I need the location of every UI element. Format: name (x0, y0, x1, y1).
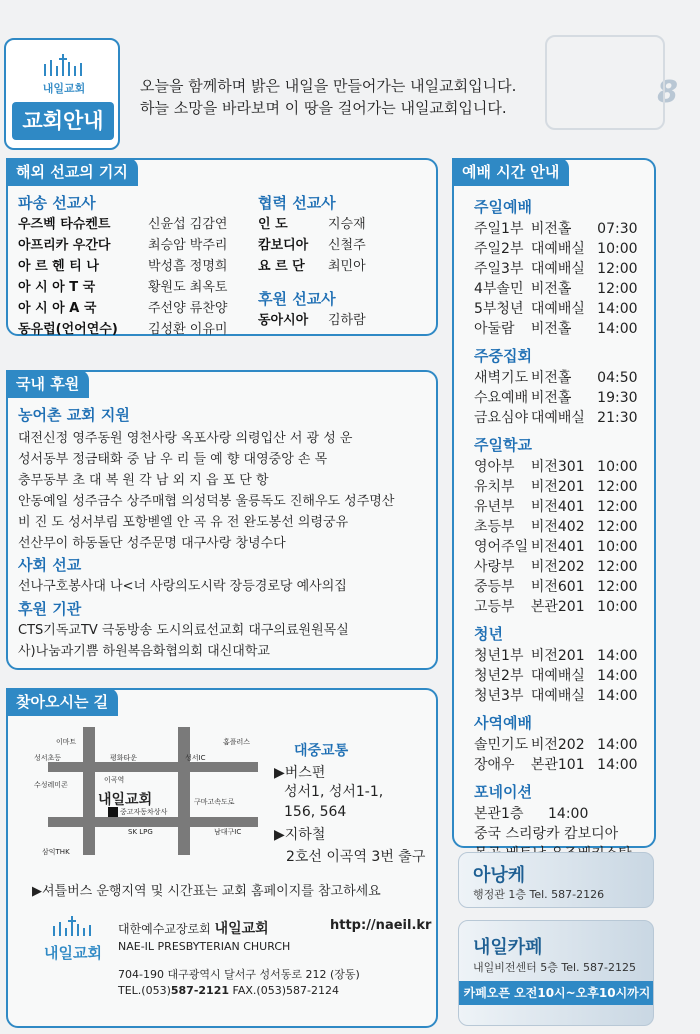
ministry-schedule: 솔민기도 비전202 14:00 장애우 본관101 14:00 (474, 737, 638, 773)
map-label-igokyeok: 이곡역 (104, 776, 125, 784)
footer-church-name: 내일교회 (214, 921, 269, 937)
bus-routes: 성서1, 성서1-1, 156, 564 (284, 784, 384, 820)
schedule-box (452, 158, 656, 848)
subway-label: ▶지하철 (274, 827, 326, 843)
transport-heading: 대중교통 (294, 743, 349, 759)
footer-logo (42, 914, 104, 963)
missions-title: 해외 선교의 기지 (6, 158, 138, 186)
map-label-emart: 이마트 (56, 738, 77, 746)
page-number: 8 (657, 75, 678, 110)
anangke-title: 아낭케 (473, 865, 526, 886)
footer-denomination: 대한예수교장로회 내일교회 (118, 921, 269, 937)
cafe-card (458, 920, 654, 1026)
sent-missionaries-heading: 파송 선교사 (18, 194, 96, 212)
church-logo-icon (39, 52, 89, 78)
domestic-box (6, 370, 438, 670)
sunday-school-schedule: 영아부 비전301 10:00 유치부 비전201 12:00 유년부 비전401 12:00 초등부 비전402 12:00 영어주일 비전401 10:00 사랑부 비전202 12:00 중등부 비전601 12:00 고등부 본관201 10:00 (474, 459, 638, 615)
map-label-junggo: 중고자동차상사 (120, 808, 168, 816)
sent-missionaries-list: 우즈벡 타슈켄트 신윤섭 김감연 아프리카 우간다 최승암 박주리 아 르 헨 티 나 박성흠 정명희 아 시 아 T 국 황원도 최옥토 아 시 아 A 국 주선양 류찬양 동유럽(언어연수) 김성환 이유미 (18, 217, 228, 337)
footer-phone: TEL.(053)587-2121 FAX.(053)587-2124 (118, 984, 339, 997)
map-label-pyeonghwa: 평화타운 (110, 754, 138, 762)
header-logo-box (4, 38, 120, 150)
coop-missionaries-heading: 협력 선교사 (258, 194, 336, 212)
map-label-gumi: 구마고속도로 (194, 798, 235, 806)
footer-url[interactable]: http://naeil.kr (330, 918, 432, 933)
map-label-suseong: 수성레미콘 (34, 781, 68, 789)
map-label-church: 내일교회 (98, 792, 153, 808)
map-label-sklpg: SK LPG (128, 828, 153, 836)
fornation-schedule: 본관1층 14:00 중국 스리랑카 캄보디아 (474, 806, 619, 842)
section-heading-weekday: 주중집회 (474, 347, 532, 365)
support-missionaries-heading: 후원 선교사 (258, 290, 336, 308)
header-title: 교회안내 (12, 102, 114, 140)
youth-schedule: 청년1부 비전201 14:00 청년2부 대예배실 14:00 청년3부 대예배실 14:00 (474, 648, 638, 704)
missions-box (6, 158, 438, 336)
church-logo-icon (48, 914, 98, 938)
cafe-info: 내일비전센터 5층 Tel. 587-2125 (473, 961, 636, 974)
directions-title: 찾아오시는 길 (6, 688, 118, 716)
sunday-schedule: 주일1부 비전홀 07:30 주일2부 대예배실 10:00 주일3부 대예배실 12:00 4부솔민 비전홀 12:00 5부청년 대예배실 14:00 아둘람 비전홀 14:00 (474, 221, 638, 337)
logo-text: 내일교회 (42, 82, 86, 95)
rural-churches-heading: 농어촌 교회 지원 (18, 406, 130, 424)
anangke-info: 행정관 1층 Tel. 587-2126 (473, 888, 605, 901)
cafe-hours: 카페오픈 오전10시~오후10시까지 (459, 981, 654, 1005)
social-mission-heading: 사회 선교 (18, 556, 82, 574)
footer-logo-text: 내일교회 (44, 944, 102, 962)
map-label-homeplus: 홈플러스 (223, 738, 251, 746)
bg-page-ghost-box (545, 35, 665, 130)
cafe-title: 내일카페 (473, 937, 543, 958)
support-org-list: CTS기독교TV 극동방송 도시의료선교회 대구의료원원목실 사)나눔과기쁨 하원복음화협의회 대신대학교 (18, 623, 349, 659)
church-logo (36, 52, 92, 96)
location-map (28, 722, 278, 862)
bus-label: ▶버스편 (274, 765, 326, 781)
footer-english: NAE-IL PRESBYTERIAN CHURCH (118, 940, 291, 953)
map-label-seongseoic: 성서IC (185, 754, 206, 762)
schedule-title: 예배 시간 안내 (452, 158, 569, 186)
header-line-1: 오늘을 함께하며 밝은 내일을 만들어가는 내일교회입니다. (140, 77, 517, 95)
footer-address: 704-190 대구광역시 달서구 성서동로 212 (장동) (118, 968, 360, 981)
weekday-schedule: 새벽기도 비전홀 04:50 수요예배 비전홀 19:30 금요심야 대예배실 21:30 (474, 370, 638, 426)
map-label-namdaegu: 남대구IC (214, 828, 242, 836)
map-label-seongseo: 성서초등 (34, 754, 62, 762)
support-org-heading: 후원 기관 (18, 600, 82, 618)
header-line-2: 하늘 소망을 바라보며 이 땅을 걸어가는 내일교회입니다. (140, 99, 507, 117)
section-heading-sunday-school: 주일학교 (474, 436, 532, 454)
coop-missionaries-list: 인 도 지승재 캄보디아 신철주 요 르 단 최민아 (258, 217, 366, 274)
anangke-card (458, 852, 654, 908)
directions-box (6, 688, 438, 1028)
support-missionaries-list: 동아시아 김하람 (258, 313, 366, 328)
section-heading-youth: 청년 (474, 625, 503, 643)
rural-churches-list: 대전신정 영주동원 영천사랑 옥포사랑 의령입산 서 광 성 운 성서동부 정금태화 중 남 우 리 들 예 향 대영중앙 손 목 충무동부 초 대 복 원 각 남 외 지 읍 포 단 항 안동예일 성주금수 상주매협 의성덕봉 울릉독도 진해우도 성주명산 비 진 도 성서부림 포항벧엘 안 곡 유 전 완도봉선 의령궁유 선산무이 하동돌단 성주문명 대구사랑 창녕수다 (18, 431, 395, 551)
section-heading-fornation: 포네이션 (474, 783, 532, 801)
shuttle-note: ▶셔틀버스 운행지역 및 시간표는 교회 홈페이지를 참고하세요 (32, 884, 381, 899)
domestic-title: 국내 후원 (6, 370, 89, 398)
section-heading-ministry: 사역예배 (474, 714, 532, 732)
social-mission-list: 선나구호봉사대 나<너 사랑의도시락 장등경로당 예사의집 (18, 579, 347, 594)
subway-route: 2호선 이곡역 3번 출구 (286, 849, 426, 865)
map-label-samil: 삼익THK (42, 848, 70, 856)
schedule-body (474, 196, 654, 864)
section-heading-sunday: 주일예배 (474, 198, 532, 216)
